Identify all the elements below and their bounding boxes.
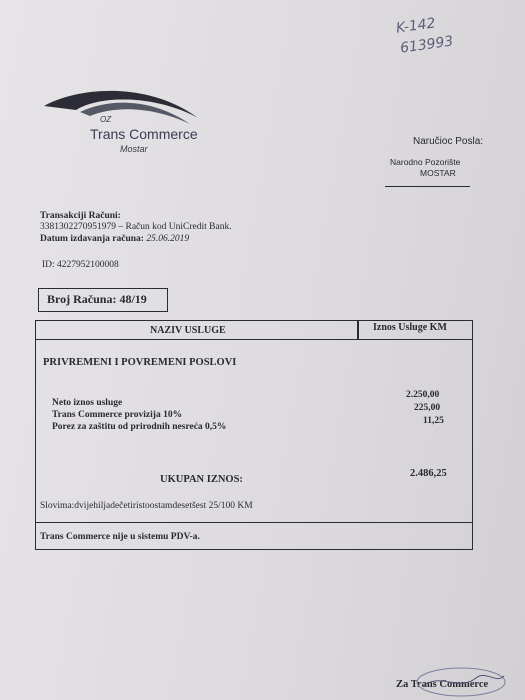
line-item-value: 2.250,00 [406,390,440,400]
bank-label: Transakciji Računi: [40,211,121,221]
total-value: 2.486,25 [410,468,447,479]
pdv-note: Trans Commerce nije u sistemu PDV-a. [40,532,200,542]
handwritten-note-line2: 613993 [399,33,455,57]
company-prefix: OZ [100,115,112,124]
company-logo-swoosh [40,84,205,132]
handwritten-note-line1: K-142 [395,15,437,37]
line-item-value: 225,00 [414,403,441,413]
amount-in-words: Slovima:dvijehiljadečetiristoostamdesetšest 25/100 KM [40,501,253,511]
company-city: Mostar [120,144,148,154]
client-name: Narodno Pozorište [390,157,461,167]
invoice-number: Broj Računa: 48/19 [47,292,147,306]
amount-column-header: Iznos Usluge KM [373,322,447,333]
line-item-label: Neto iznos usluge [52,398,123,408]
total-label: UKUPAN IZNOS: [160,474,243,485]
line-item-label: Porez za zaštitu od prirodnih nesreća 0,5% [52,422,227,432]
table-divider [35,522,472,523]
client-underline [385,186,470,187]
bank-account: 3381302270951979 – Račun kod UniCredit Bank. [40,222,232,232]
date-label: Datum izdavanja računa: [40,234,144,244]
company-name: Trans Commerce [90,126,198,142]
line-item-value: 11,25 [423,416,444,426]
service-section-title: PRIVREMENI I POVREMENI POSLOVI [43,357,237,368]
client-city: MOSTAR [420,168,456,178]
signature-label: Za Trans Commerce [396,679,489,690]
company-stamp [414,664,509,698]
service-column-header: NAZIV USLUGE [150,325,226,336]
line-item-label: Trans Commerce provizija 10% [52,410,183,420]
issue-date: 25.06.2019 [146,234,190,244]
client-label: Naručioc Posla: [413,136,484,147]
invoice-table [35,320,473,550]
id-line: ID: 4227952100008 [42,260,119,270]
